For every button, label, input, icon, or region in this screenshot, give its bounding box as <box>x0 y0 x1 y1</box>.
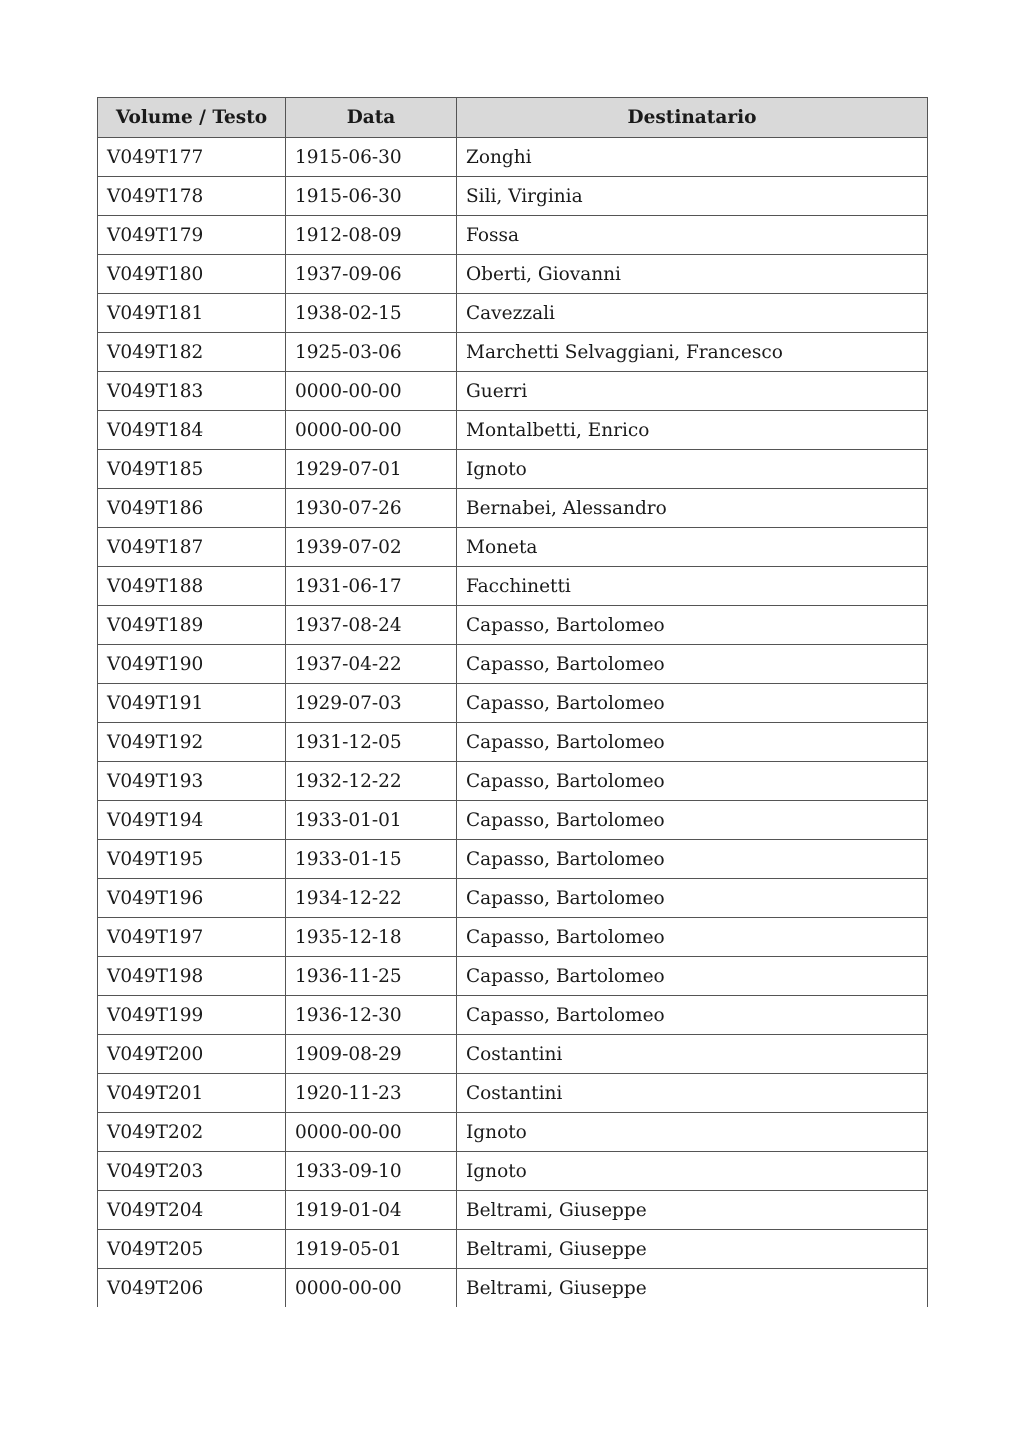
table-row <box>98 606 928 645</box>
cell-destinatario: Marchetti Selvaggiani, Francesco <box>457 333 928 372</box>
table-row <box>98 801 928 840</box>
cell-volume-testo: V049T191 <box>98 684 286 723</box>
cell-data: 0000-00-00 <box>286 1113 457 1152</box>
cell-volume-testo: V049T177 <box>98 138 286 177</box>
cell-volume-testo: V049T193 <box>98 762 286 801</box>
cell-destinatario: Bernabei, Alessandro <box>457 489 928 528</box>
cell-destinatario: Sili, Virginia <box>457 177 928 216</box>
table-header <box>98 98 928 138</box>
table-row <box>98 411 928 450</box>
cell-volume-testo: V049T189 <box>98 606 286 645</box>
cell-volume-testo: V049T186 <box>98 489 286 528</box>
cell-volume-testo: V049T182 <box>98 333 286 372</box>
cell-destinatario: Oberti, Giovanni <box>457 255 928 294</box>
cell-destinatario: Montalbetti, Enrico <box>457 411 928 450</box>
cell-volume-testo: V049T187 <box>98 528 286 567</box>
table-row <box>98 450 928 489</box>
cell-data: 1909-08-29 <box>286 1035 457 1074</box>
table-row <box>98 918 928 957</box>
cell-destinatario: Capasso, Bartolomeo <box>457 762 928 801</box>
table-row <box>98 645 928 684</box>
cell-volume-testo: V049T204 <box>98 1191 286 1230</box>
table-row <box>98 216 928 255</box>
cell-volume-testo: V049T184 <box>98 411 286 450</box>
cell-data: 1935-12-18 <box>286 918 457 957</box>
cell-data: 1933-09-10 <box>286 1152 457 1191</box>
cell-data: 0000-00-00 <box>286 411 457 450</box>
table-row <box>98 684 928 723</box>
table-body <box>98 138 928 1308</box>
cell-destinatario: Beltrami, Giuseppe <box>457 1191 928 1230</box>
cell-destinatario: Capasso, Bartolomeo <box>457 840 928 879</box>
cell-volume-testo: V049T192 <box>98 723 286 762</box>
cell-volume-testo: V049T195 <box>98 840 286 879</box>
cell-volume-testo: V049T196 <box>98 879 286 918</box>
table-row <box>98 177 928 216</box>
cell-data: 1915-06-30 <box>286 177 457 216</box>
cell-volume-testo: V049T190 <box>98 645 286 684</box>
table-row <box>98 1035 928 1074</box>
cell-destinatario: Costantini <box>457 1074 928 1113</box>
table-row <box>98 567 928 606</box>
column-header-volume-testo: Volume / Testo <box>98 98 286 138</box>
cell-data: 1936-12-30 <box>286 996 457 1035</box>
cell-volume-testo: V049T179 <box>98 216 286 255</box>
cell-volume-testo: V049T197 <box>98 918 286 957</box>
cell-volume-testo: V049T198 <box>98 957 286 996</box>
cell-data: 1937-08-24 <box>286 606 457 645</box>
cell-data: 0000-00-00 <box>286 372 457 411</box>
column-header-data: Data <box>286 98 457 138</box>
cell-data: 1936-11-25 <box>286 957 457 996</box>
table-row <box>98 294 928 333</box>
cell-destinatario: Costantini <box>457 1035 928 1074</box>
cell-destinatario: Capasso, Bartolomeo <box>457 879 928 918</box>
table-row <box>98 1152 928 1191</box>
cell-destinatario: Moneta <box>457 528 928 567</box>
header-row <box>98 98 928 138</box>
cell-data: 1938-02-15 <box>286 294 457 333</box>
cell-data: 1919-01-04 <box>286 1191 457 1230</box>
table-row <box>98 489 928 528</box>
cell-data: 1933-01-01 <box>286 801 457 840</box>
cell-destinatario: Ignoto <box>457 450 928 489</box>
table-row <box>98 957 928 996</box>
cell-destinatario: Ignoto <box>457 1152 928 1191</box>
table-row <box>98 528 928 567</box>
table-row <box>98 1074 928 1113</box>
cell-volume-testo: V049T180 <box>98 255 286 294</box>
cell-volume-testo: V049T202 <box>98 1113 286 1152</box>
cell-destinatario: Cavezzali <box>457 294 928 333</box>
cell-data: 1930-07-26 <box>286 489 457 528</box>
cell-data: 1934-12-22 <box>286 879 457 918</box>
cell-destinatario: Capasso, Bartolomeo <box>457 645 928 684</box>
table-row <box>98 1230 928 1269</box>
cell-destinatario: Beltrami, Giuseppe <box>457 1269 928 1308</box>
cell-data: 1931-12-05 <box>286 723 457 762</box>
cell-destinatario: Capasso, Bartolomeo <box>457 957 928 996</box>
cell-data: 1937-04-22 <box>286 645 457 684</box>
cell-volume-testo: V049T185 <box>98 450 286 489</box>
letters-table <box>97 97 928 1307</box>
column-header-destinatario: Destinatario <box>457 98 928 138</box>
cell-data: 1915-06-30 <box>286 138 457 177</box>
cell-destinatario: Fossa <box>457 216 928 255</box>
cell-data: 1933-01-15 <box>286 840 457 879</box>
cell-volume-testo: V049T201 <box>98 1074 286 1113</box>
cell-data: 1925-03-06 <box>286 333 457 372</box>
cell-destinatario: Guerri <box>457 372 928 411</box>
table-row <box>98 1113 928 1152</box>
cell-destinatario: Facchinetti <box>457 567 928 606</box>
table-row <box>98 372 928 411</box>
table-row <box>98 255 928 294</box>
cell-data: 1919-05-01 <box>286 1230 457 1269</box>
cell-volume-testo: V049T200 <box>98 1035 286 1074</box>
table-row <box>98 879 928 918</box>
cell-data: 1929-07-01 <box>286 450 457 489</box>
cell-volume-testo: V049T203 <box>98 1152 286 1191</box>
cell-destinatario: Capasso, Bartolomeo <box>457 723 928 762</box>
cell-volume-testo: V049T199 <box>98 996 286 1035</box>
cell-destinatario: Capasso, Bartolomeo <box>457 606 928 645</box>
table-row <box>98 138 928 177</box>
cell-destinatario: Capasso, Bartolomeo <box>457 801 928 840</box>
cell-data: 1912-08-09 <box>286 216 457 255</box>
cell-data: 1920-11-23 <box>286 1074 457 1113</box>
cell-data: 0000-00-00 <box>286 1269 457 1308</box>
cell-destinatario: Beltrami, Giuseppe <box>457 1230 928 1269</box>
cell-volume-testo: V049T183 <box>98 372 286 411</box>
cell-data: 1929-07-03 <box>286 684 457 723</box>
cell-destinatario: Capasso, Bartolomeo <box>457 918 928 957</box>
cell-data: 1932-12-22 <box>286 762 457 801</box>
cell-volume-testo: V049T206 <box>98 1269 286 1308</box>
cell-volume-testo: V049T178 <box>98 177 286 216</box>
cell-data: 1937-09-06 <box>286 255 457 294</box>
table-row <box>98 723 928 762</box>
table-row <box>98 996 928 1035</box>
cell-volume-testo: V049T188 <box>98 567 286 606</box>
cell-volume-testo: V049T181 <box>98 294 286 333</box>
table-row <box>98 333 928 372</box>
table-row <box>98 762 928 801</box>
cell-destinatario: Ignoto <box>457 1113 928 1152</box>
cell-destinatario: Zonghi <box>457 138 928 177</box>
cell-data: 1931-06-17 <box>286 567 457 606</box>
cell-destinatario: Capasso, Bartolomeo <box>457 684 928 723</box>
cell-volume-testo: V049T194 <box>98 801 286 840</box>
table-row <box>98 840 928 879</box>
cell-volume-testo: V049T205 <box>98 1230 286 1269</box>
table-row <box>98 1269 928 1308</box>
table-row <box>98 1191 928 1230</box>
cell-destinatario: Capasso, Bartolomeo <box>457 996 928 1035</box>
cell-data: 1939-07-02 <box>286 528 457 567</box>
